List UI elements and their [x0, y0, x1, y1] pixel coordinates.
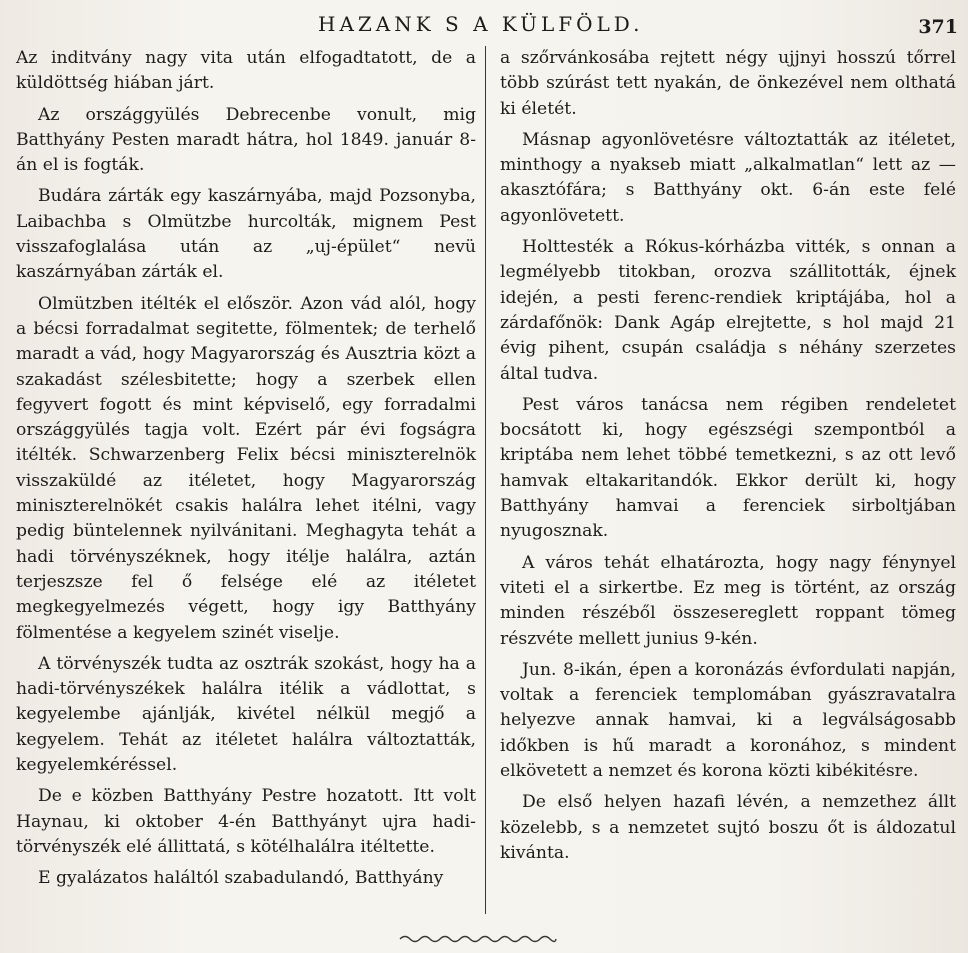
paragraph: Jun. 8-ikán, épen a koronázás évfordulati napján, voltak a ferenciek templomában gyászravatalra helyezve annak hamvai, ki a legválságosabb időkben is hű maradt a koronához, s mindent elkövetett a nemzet és korona közti kibékitésre. [500, 659, 956, 782]
left-column [16, 46, 476, 898]
right-column [500, 46, 956, 872]
end-ornament [398, 932, 558, 946]
paragraph: a szőrvánkosába rejtett négy ujjnyi hosszú tőrrel több szúrást tett nyakán, de önkezével nem olthatá ki életét. [500, 48, 956, 119]
paragraph: Pest város tanácsa nem régiben rendeletet bocsátott ki, hogy egészségi szempontból a kriptába nem lehet többé temetkezni, s az ott levő hamvak eltakaritandók. Ekkor derült ki, hogy Batthyány hamvai a ferenciek sirboltjában nyugosznak. [500, 394, 956, 542]
paragraph: E gyalázatos haláltól szabadulandó, Batthyány [38, 868, 444, 889]
paragraph: Az inditvány nagy vita után elfogadtatott, de a küldöttség hiában járt. [16, 48, 476, 94]
column-divider [485, 46, 486, 914]
paragraph: De első helyen hazafi lévén, a nemzethez állt közelebb, s a nemzetet sujtó boszu őt is áldozatul kivánta. [500, 792, 956, 863]
paragraph: De e közben Batthyány Pestre hozatott. Itt volt Haynau, ki oktober 4-én Batthyányt ujra hadi-törvényszék elé állittatá, s kötélhalálra itéltette. [16, 786, 476, 857]
paragraph: Holttesték a Rókus-kórházba vitték, s onnan a legmélyebb titokban, orozva szállitották, éjnek idején, a pesti ferenc-rendiek kriptájába, hol a zárdafőnök: Dank Agáp elrejtette, s hol majd 21 évig pihent, csupán családja s néhány szerzetes által tudva. [500, 237, 956, 384]
page-header [0, 10, 968, 42]
running-head: HAZANK S A KÜLFÖLD. [318, 12, 644, 36]
paragraph: A város tehát elhatározta, hogy nagy fénynyel viteti el a sirkertbe. Ez meg is történt, az ország minden részéből összesereglett roppant tömeg részvéte mellett junius 9-kén. [500, 552, 956, 649]
page-number: 371 [918, 16, 958, 38]
paragraph: Budára zárták egy kaszárnyába, majd Pozsonyba, Laibachba s Olmützbe hurcolták, mignem Pest visszafoglalása után az „uj-épület“ nevü kaszárnyában zárták el. [16, 186, 476, 283]
paragraph: Olmützben itélték el először. Azon vád alól, hogy a bécsi forradalmat segitette, fölmentek; de terhelő maradt a vád, hogy Magyarország és Ausztria közt a szakadást szélesbitette; hogy a szerbek ellen fegyvert fogott és mint képviselő, egy forradalmi országgyülés tagja volt. Ezért pár évi fogságra itélték. Schwarzenberg Felix bécsi miniszterelnök visszaküldé az itéletet, hogy Magyarország miniszterelnökét csakis halálra lehet itélni, vagy pedig büntelennek nyilvánitani. Meghagyta tehát a hadi törvényszéknek, hogy itélje halálra, aztán terjeszsze fel ő felsége elé az itéletet megkegyelmezés végett, hogy igy Batthyány fölmentése a kegyelem szinét viselje. [16, 293, 476, 643]
paragraph: A törvényszék tudta az osztrák szokást, hogy ha a hadi-törvényszékek halálra itélik a vádlottat, s kegyelembe ajánlják, kivétel nélkül megjő a kegyelem. Tehát az itéletet halálra változtatták, kegyelemkéréssel. [16, 653, 476, 776]
paragraph: Másnap agyonlövetésre változtatták az itéletet, minthogy a nyakseb miatt „alkalmatlan“ lett az — akasztófára; s Batthyány okt. 6-án este felé agyonlövetett. [500, 129, 956, 226]
paragraph: Az országgyülés Debrecenbe vonult, mig Batthyány Pesten maradt hátra, hol 1849. január 8-án el is fogták. [16, 104, 476, 176]
